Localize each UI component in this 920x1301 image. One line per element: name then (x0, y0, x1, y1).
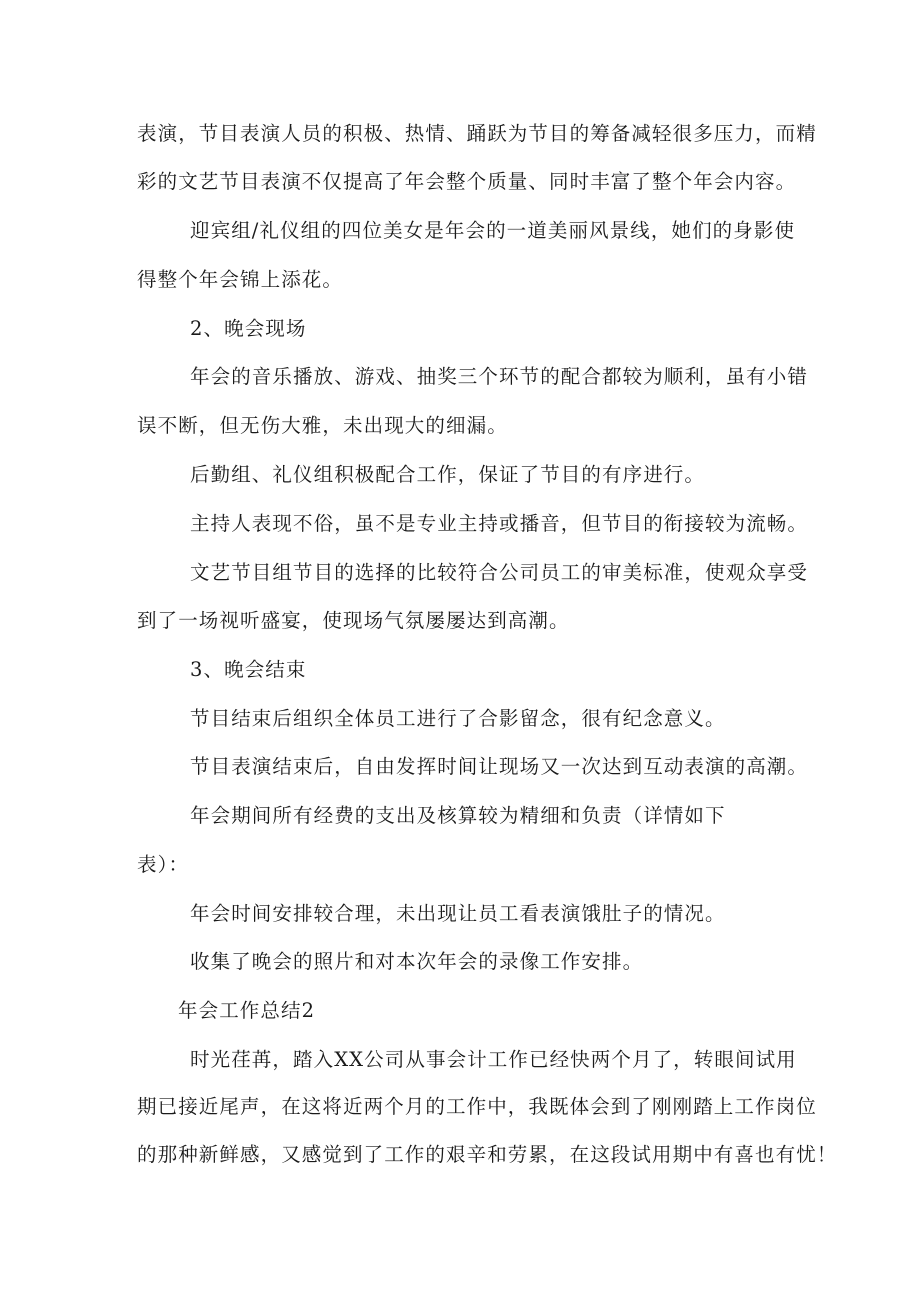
text-line: 年会期间所有经费的支出及核算较为精细和负责（详情如下 (190, 804, 726, 827)
text-line: 年会时间安排较合理，未出现让员工看表演饿肚子的情况。 (190, 902, 726, 925)
text-line: 到了一场视听盛宴，使现场气氛屡屡达到高潮。 (137, 609, 570, 632)
text-line: 文艺节目组节目的选择的比较符合公司员工的审美标准，使观众享受 (190, 561, 809, 584)
text-line: 年会的音乐播放、游戏、抽奖三个环节的配合都较为顺利，虽有小错 (190, 365, 809, 388)
text-line: 表演，节目表演人员的积极、热情、踊跃为节目的筹备减轻很多压力，而精 (137, 122, 817, 145)
text-line: 时光荏苒，踏入XX公司从事会计工作已经快两个月了，转眼间试用 (190, 1048, 797, 1071)
text-line: 主持人表现不俗，虽不是专业主持或播音，但节目的衔接较为流畅。 (190, 512, 809, 535)
text-line: 表）： (137, 853, 190, 876)
document-title: 年会工作总结2 (178, 999, 316, 1022)
text-line: 迎宾组/礼仪组的四位美女是年会的一道美丽风景线，她们的身影使 (190, 219, 796, 242)
text-line: 得整个年会锦上添花。 (137, 268, 344, 291)
text-line: 节目结束后组织全体员工进行了合影留念，很有纪念意义。 (190, 707, 726, 730)
section-heading: 2、晚会现场 (190, 317, 307, 340)
section-heading: 3、晚会结束 (190, 658, 307, 681)
text-line: 误不断，但无伤大雅，未出现大的细漏。 (137, 414, 508, 437)
text-line: 节目表演结束后，自由发挥时间让现场又一次达到互动表演的高潮。 (190, 755, 809, 778)
text-line: 彩的文艺节目表演不仅提高了年会整个质量、同时丰富了整个年会内容。 (137, 170, 797, 193)
text-line: 的那种新鲜感，又感觉到了工作的艰辛和劳累，在这段试用期中有喜也有忧！ (137, 1143, 838, 1166)
text-line: 期已接近尾声，在这将近两个月的工作中，我既体会到了刚刚踏上工作岗位 (137, 1095, 817, 1118)
text-line: 收集了晚会的照片和对本次年会的录像工作安排。 (190, 950, 644, 973)
text-line: 后勤组、礼仪组积极配合工作，保证了节目的有序进行。 (190, 463, 706, 486)
